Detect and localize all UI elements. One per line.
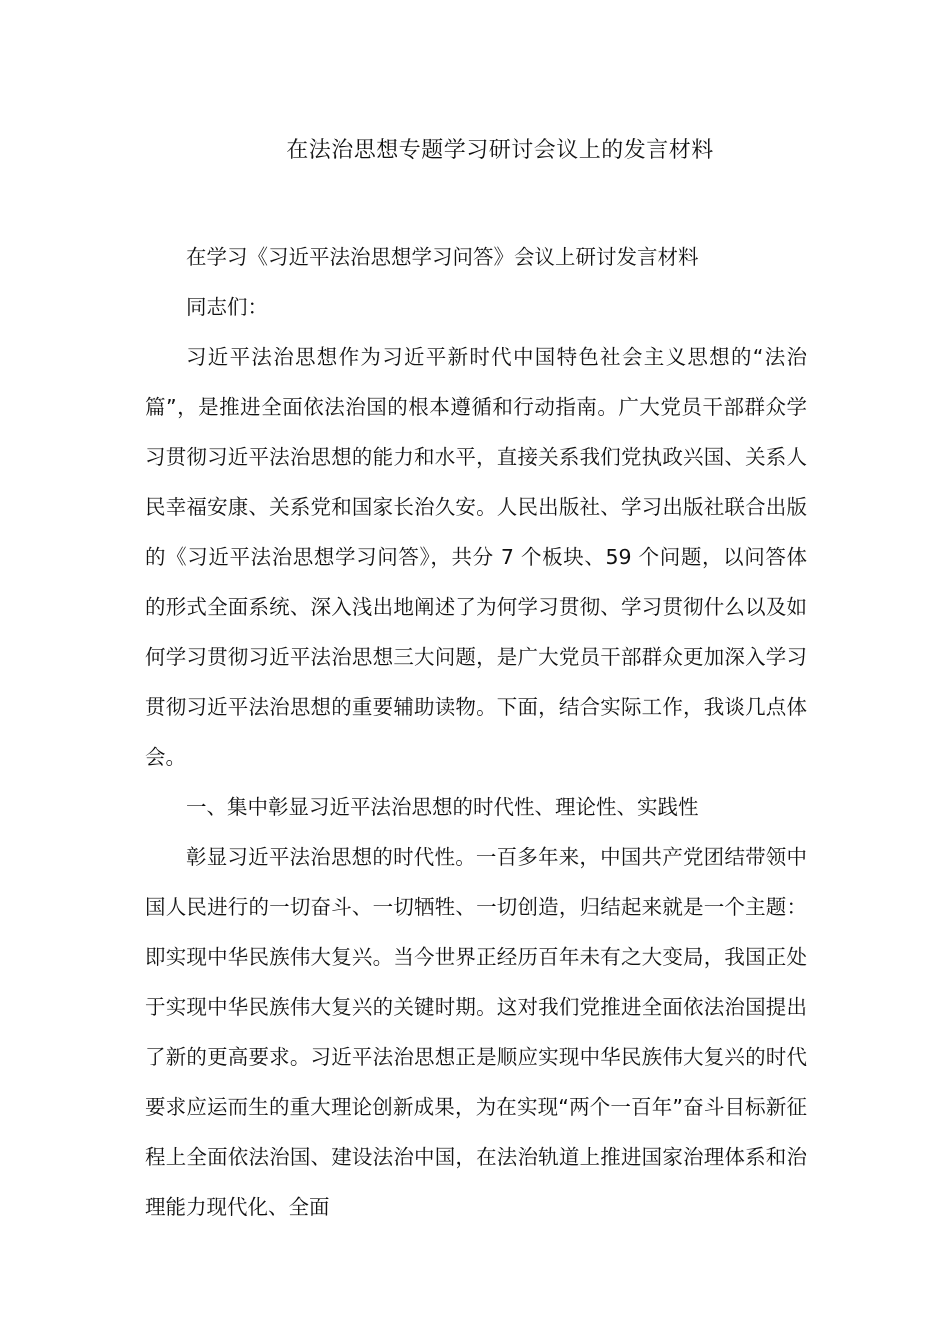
body-paragraph: 彰显习近平法治思想的时代性。一百多年来，中国共产党团结带领中国人民进行的一切奋斗、一切牺牲、一切创造，归结起来就是一个主题：即实现中华民族伟大复兴。当今世界正经历百年未有之大变局，我国正处于实现中华民族伟大复兴的关键时期。这对我们党推进全面依法治国提出了新的更高要求。习近平法治思想正是顺应实现中华民族伟大复兴的时代要求应运而生的重大理论创新成果，为在实现“两个一百年”奋斗目标新征程上全面依法治国、建设法治中国，在法治轨道上推进国家治理体系和治理能力现代化、全面: [145, 845, 807, 1219]
section-heading: 一、集中彰显习近平法治思想的时代性、理论性、实践性: [186, 795, 699, 819]
salutation-paragraph: 同志们：: [186, 295, 268, 319]
document-title: 在法治思想专题学习研讨会议上的发言材料: [286, 138, 714, 163]
intro-paragraph: 习近平法治思想作为习近平新时代中国特色社会主义思想的“法治篇”，是推进全面依法治国的根本遵循和行动指南。广大党员干部群众学习贯彻习近平法治思想的能力和水平，直接关系我们党执政兴国、关系人民幸福安康、关系党和国家长治久安。人民出版社、学习出版社联合出版的《习近平法治思想学习问答》，共分 7 个板块、59 个问题，以问答体的形式全面系统、深入浅出地阐述了为何学习贯彻、学习贯彻什么以及如何学习贯彻习近平法治思想三大问题，是广大党员干部群众更加深入学习贯彻习近平法治思想的重要辅助读物。下面，结合实际工作，我谈几点体会。: [145, 345, 807, 769]
document-body: [145, 232, 807, 1232]
subtitle-paragraph: 在学习《习近平法治思想学习问答》会议上研讨发言材料: [186, 245, 699, 269]
